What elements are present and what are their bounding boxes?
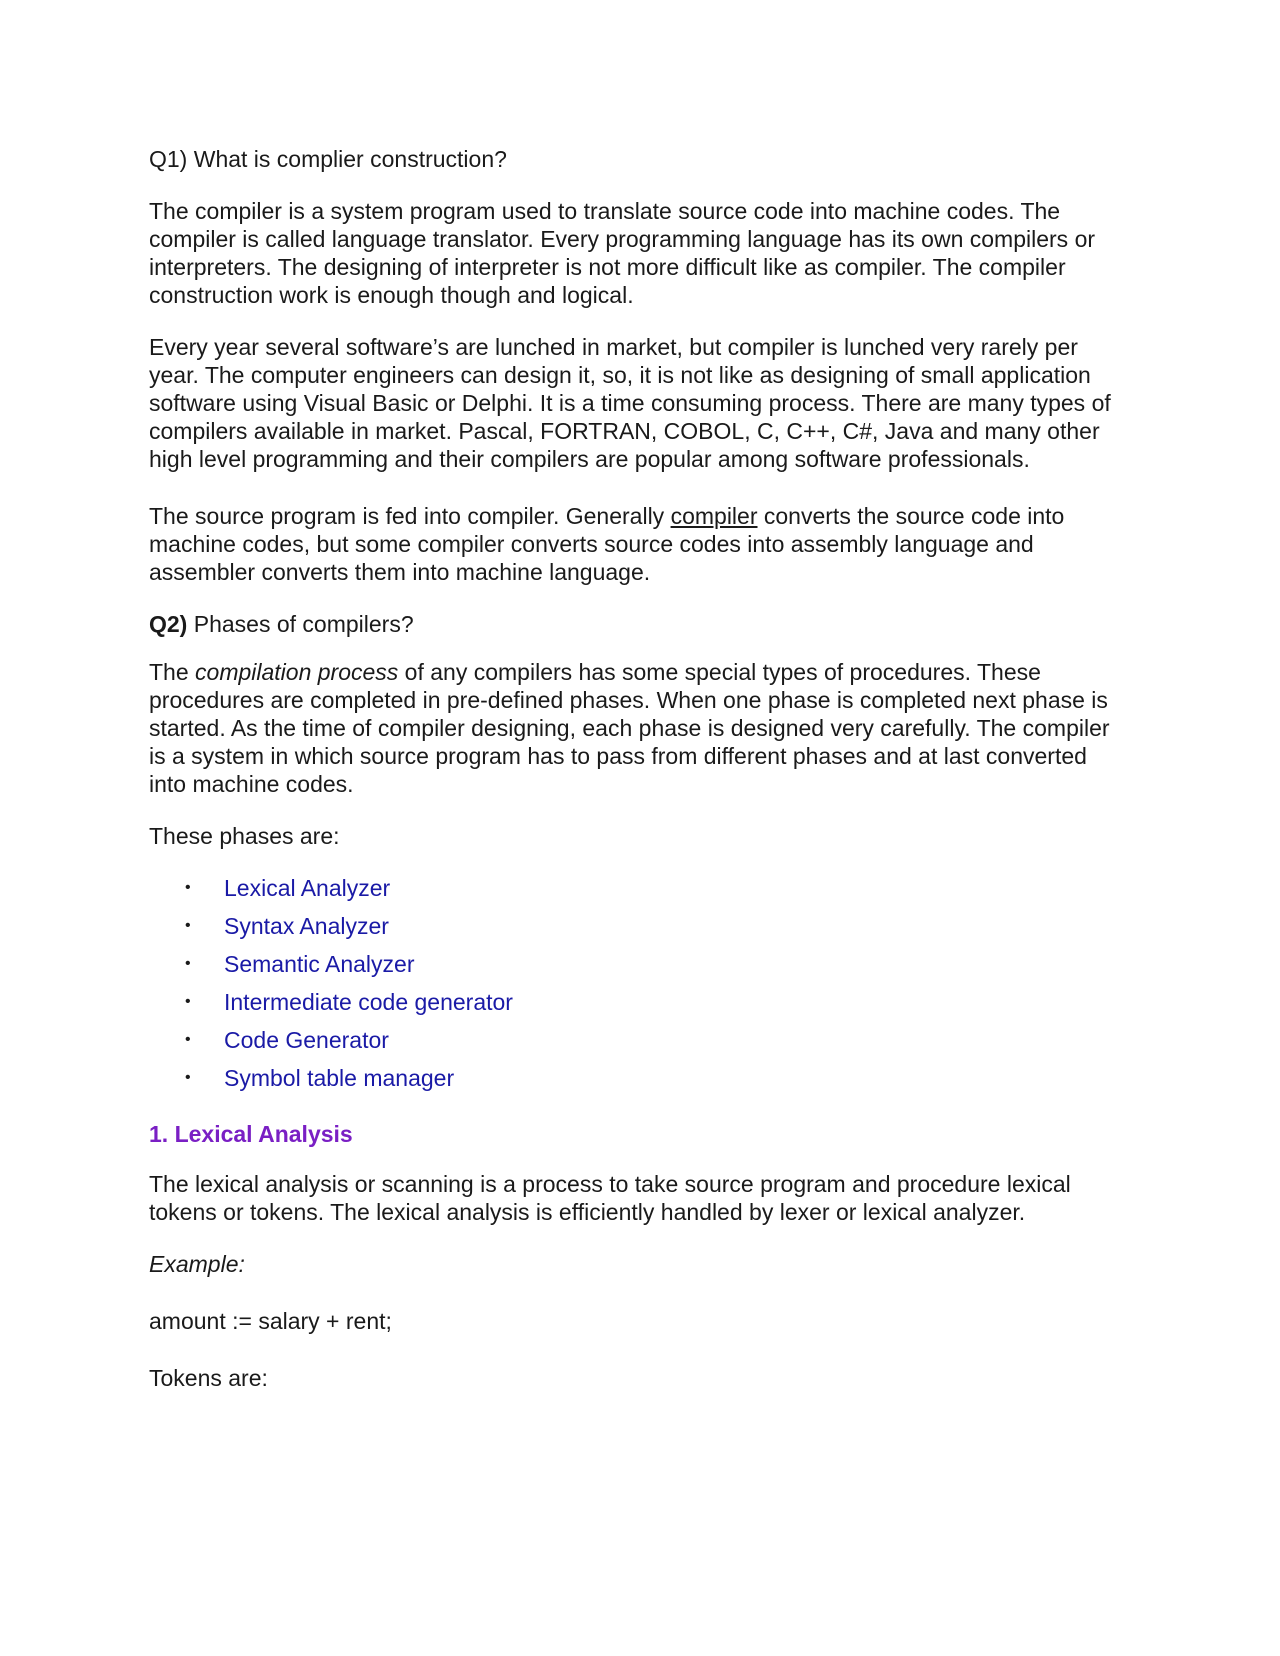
phases-intro: These phases are: xyxy=(149,823,340,849)
example-code-line: amount := salary + rent; xyxy=(149,1308,392,1334)
q2-heading xyxy=(149,610,1129,638)
q2-label: Q2) xyxy=(149,611,188,637)
compiler-link[interactable]: compiler xyxy=(670,503,758,529)
q1-paragraph-3-end: converts the source code into machine codes, but some compiler converts source codes into assembly language and assembler converts them into machine language. xyxy=(149,503,1065,585)
list-item[interactable] xyxy=(149,912,1129,950)
phase-link[interactable]: Semantic Analyzer xyxy=(224,951,415,977)
q1-heading: Q1) What is complier construction? xyxy=(149,146,507,172)
lexical-paragraph: The lexical analysis or scanning is a process to take source program and procedure lexical tokens or tokens. The lexical analysis is efficiently handled by lexer or lexical analyzer. xyxy=(149,1171,1071,1225)
phase-link[interactable]: Lexical Analyzer xyxy=(224,875,391,901)
example-label: Example: xyxy=(149,1251,245,1277)
bullet-icon: • xyxy=(185,917,191,934)
bullet-icon: • xyxy=(185,955,191,972)
q2-paragraph-1-start: The xyxy=(149,659,196,685)
q2-paragraph-1-end: of any compilers has some special types of procedures. These procedures are completed in pre-defined phases. When one phase is completed next phase is started. As the time of compiler designing, each phase is designed very carefully. The compiler is a system in which source program has to pass from different phases and at last converted into machine codes. xyxy=(149,659,1110,797)
phases-list xyxy=(149,874,1129,1102)
document-page xyxy=(149,145,1129,1392)
q1-paragraph-3-start: The source program is fed into compiler. Generally xyxy=(149,503,671,529)
lexical-analysis-heading: 1. Lexical Analysis xyxy=(149,1121,353,1147)
list-item[interactable] xyxy=(149,1064,1129,1102)
phase-link[interactable]: Symbol table manager xyxy=(224,1065,455,1091)
bullet-icon: • xyxy=(185,993,191,1010)
phase-link[interactable]: Intermediate code generator xyxy=(224,989,513,1015)
phase-link[interactable]: Code Generator xyxy=(224,1027,389,1053)
list-item[interactable] xyxy=(149,988,1129,1026)
phase-link[interactable]: Syntax Analyzer xyxy=(224,913,389,939)
q1-paragraph-2: Every year several software’s are lunched in market, but compiler is lunched very rarely per year. The computer engineers can design it, so, it is not like as designing of small application software using Visual Basic or Delphi. It is a time consuming process. There are many types of compilers available in market. Pascal, FORTRAN, COBOL, C, C++, C#, Java and many other high level programming and their compilers are popular among software professionals. xyxy=(149,334,1111,472)
q2-paragraph-1 xyxy=(149,658,1129,798)
bullet-icon: • xyxy=(185,1031,191,1048)
bullet-icon: • xyxy=(185,1069,191,1086)
q1-paragraph-3 xyxy=(149,502,1129,586)
q2-heading-text: Phases of compilers? xyxy=(187,611,414,637)
q1-paragraph-1: The compiler is a system program used to translate source code into machine codes. The compiler is called language translator. Every programming language has its own compilers or interpreters. The designing of interpreter is not more difficult like as compiler. The compiler construction work is enough though and logical. xyxy=(149,198,1096,308)
list-item[interactable] xyxy=(149,1026,1129,1064)
q2-paragraph-1-emphasis: compilation process xyxy=(195,659,399,685)
tokens-label: Tokens are: xyxy=(149,1365,268,1391)
list-item[interactable] xyxy=(149,874,1129,912)
list-item[interactable] xyxy=(149,950,1129,988)
bullet-icon: • xyxy=(185,879,191,896)
